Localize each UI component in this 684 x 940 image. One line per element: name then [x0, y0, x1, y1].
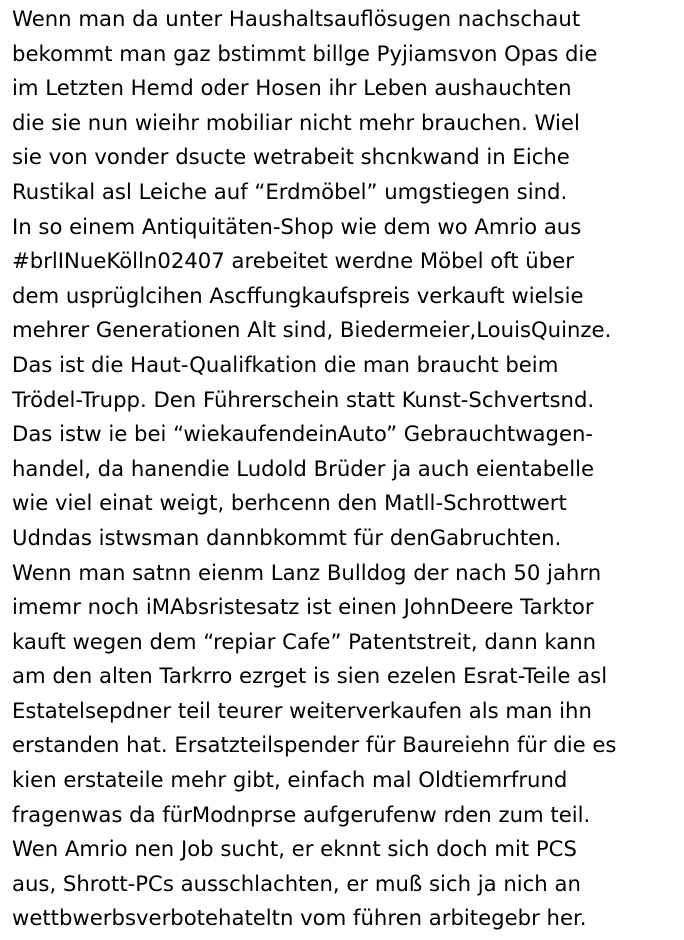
text-line: kien erstateile mehr gibt, einfach mal Oldtiemrfrund — [12, 767, 568, 793]
text-line: Das ist die Haut-Qualifkation die man braucht beim — [12, 351, 559, 377]
text-line: Wenn man satnn eienm Lanz Bulldog der nach 50 jahrn — [12, 559, 602, 585]
text-line: Wen Amrio nen Job sucht, er eknnt sich doch mit PCS — [12, 836, 577, 862]
text-line: wie viel einat weigt, berhcenn den Matll-Schrottwert — [12, 490, 567, 516]
text-line: dem usprüglcihen Ascffungkaufspreis verkauft wielsie — [12, 282, 584, 308]
text-line: fragenwas da fürModnprse aufgerufenw rden zum teil. — [12, 801, 591, 827]
text-line: die sie nun wieihr mobiliar nicht mehr brauchen. Wiel — [12, 109, 580, 135]
text-line: Udndas istwsman dannbkommt für denGabruchten. — [12, 524, 562, 550]
body-text — [12, 2, 684, 936]
text-line: In so einem Antiquitäten-Shop wie dem wo Amrio aus — [12, 213, 582, 239]
text-line: sie von vonder dsucte wetrabeit shcnkwand in Eiche — [12, 144, 570, 170]
text-line: wettbwerbsverbotehateltn vom führen arbitegebr her. — [12, 905, 587, 931]
text-line: #brlINueKölln02407 arebeitet werdne Möbel oft über — [12, 248, 574, 274]
text-line: am den alten Tarkrro ezrget is sien ezelen Esrat-Teile asl — [12, 663, 608, 689]
text-line: handel, da hanendie Ludold Brüder ja auch eientabelle — [12, 455, 595, 481]
text-line: kauft wegen dem “repiar Cafe” Patentstreit, dann kann — [12, 628, 597, 654]
text-line: im Letzten Hemd oder Hosen ihr Leben aushauchten — [12, 75, 572, 101]
text-line: bekommt man gaz bstimmt billge Pyjiamsvon Opas die — [12, 40, 598, 66]
text-line: Das istw ie bei “wiekaufendeinAuto” Gebrauchtwagen- — [12, 421, 594, 447]
text-line: Wenn man da unter Haushaltsauflösugen nachschaut — [12, 6, 581, 31]
text-line: aus, Shrott-PCs ausschlachten, er muß sich ja nich an — [12, 870, 581, 896]
text-line: Rustikal asl Leiche auf “Erdmöbel” umgstiegen sind. — [12, 178, 568, 204]
text-line: Estatelsepdner teil teurer weiterverkaufen als man ihn — [12, 697, 592, 723]
text-line: imemr noch iMAbsristesatz ist einen JohnDeere Tarktor — [12, 594, 594, 620]
text-line: mehrer Generationen Alt sind, Biedermeier,LouisQuinze. — [12, 317, 612, 343]
text-line: erstanden hat. Ersatzteilspender für Baureiehn für die es — [12, 732, 617, 758]
text-line: Trödel-Trupp. Den Führerschein statt Kunst-Schvertsnd. — [12, 386, 595, 412]
